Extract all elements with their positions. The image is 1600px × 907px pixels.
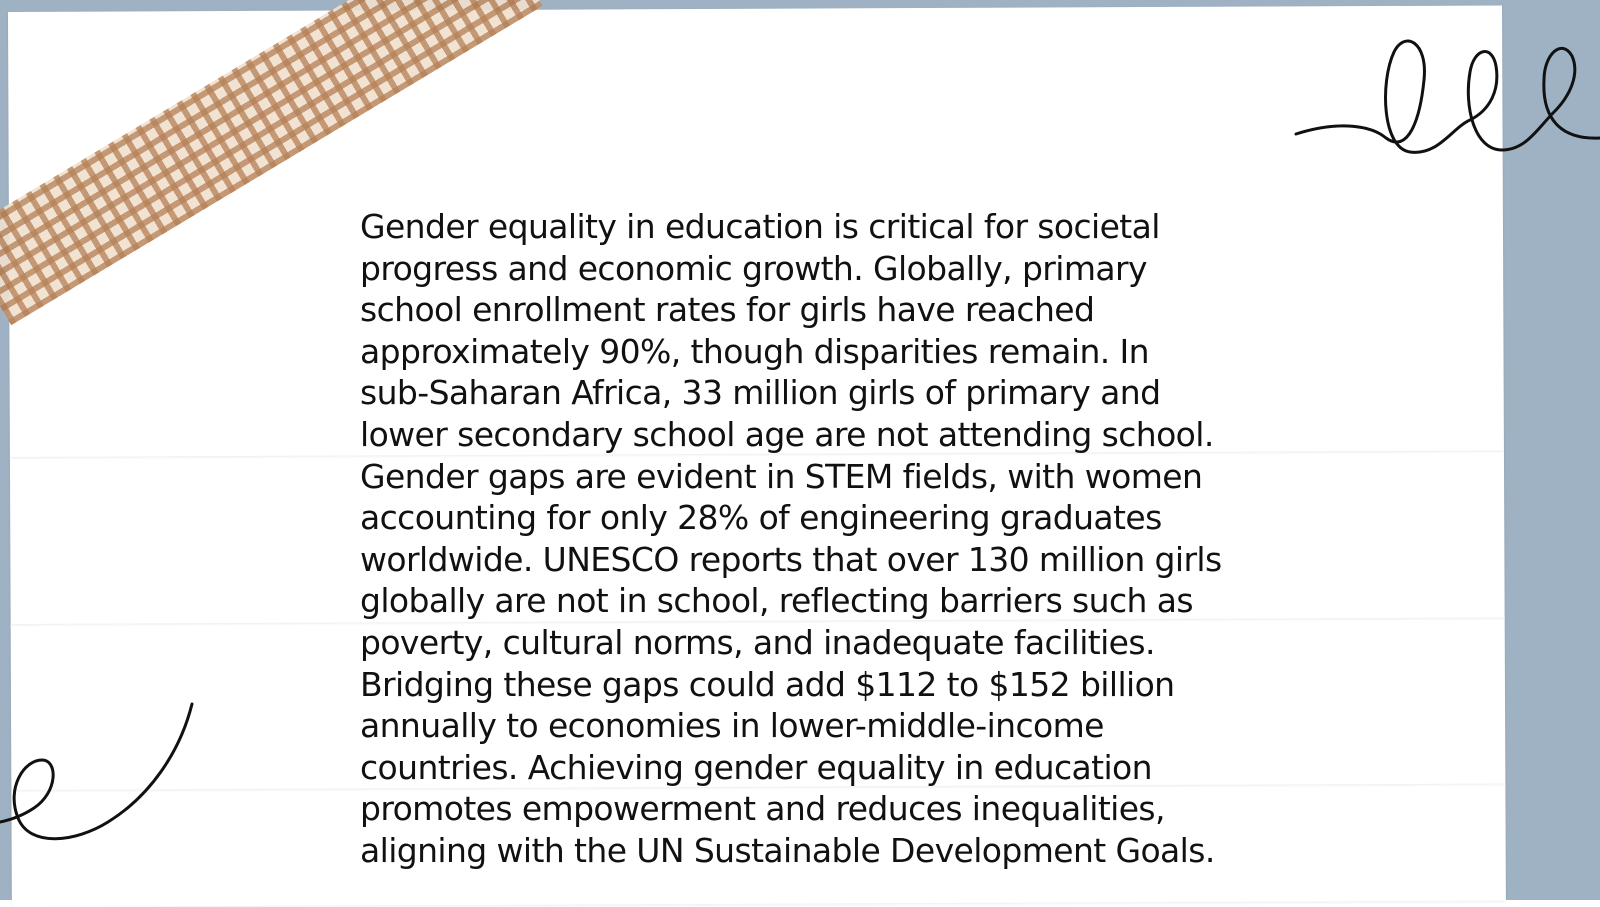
body-paragraph: Gender equality in education is critical for societal progress and economic growth. Globally, primary school enrollment rates for girls have reached approximately 90%, though disparities remain. In sub-Saharan Africa, 33 million girls of primary and lower secondary school age are not attending school. Gender gaps are evident in STEM fields, with women accounting for only 28% of engineering graduates worldwide. UNESCO reports that over 130 million girls globally are not in school, reflecting barriers such as poverty, cultural norms, and inadequate facilities. Bridging these gaps could add $112 to $152 billion annually to economies in lower-middle-income countries. Achieving gender equality in education promotes empowerment and reduces inequalities, aligning with the UN Sustainable Development Goals. (360, 207, 1222, 870)
